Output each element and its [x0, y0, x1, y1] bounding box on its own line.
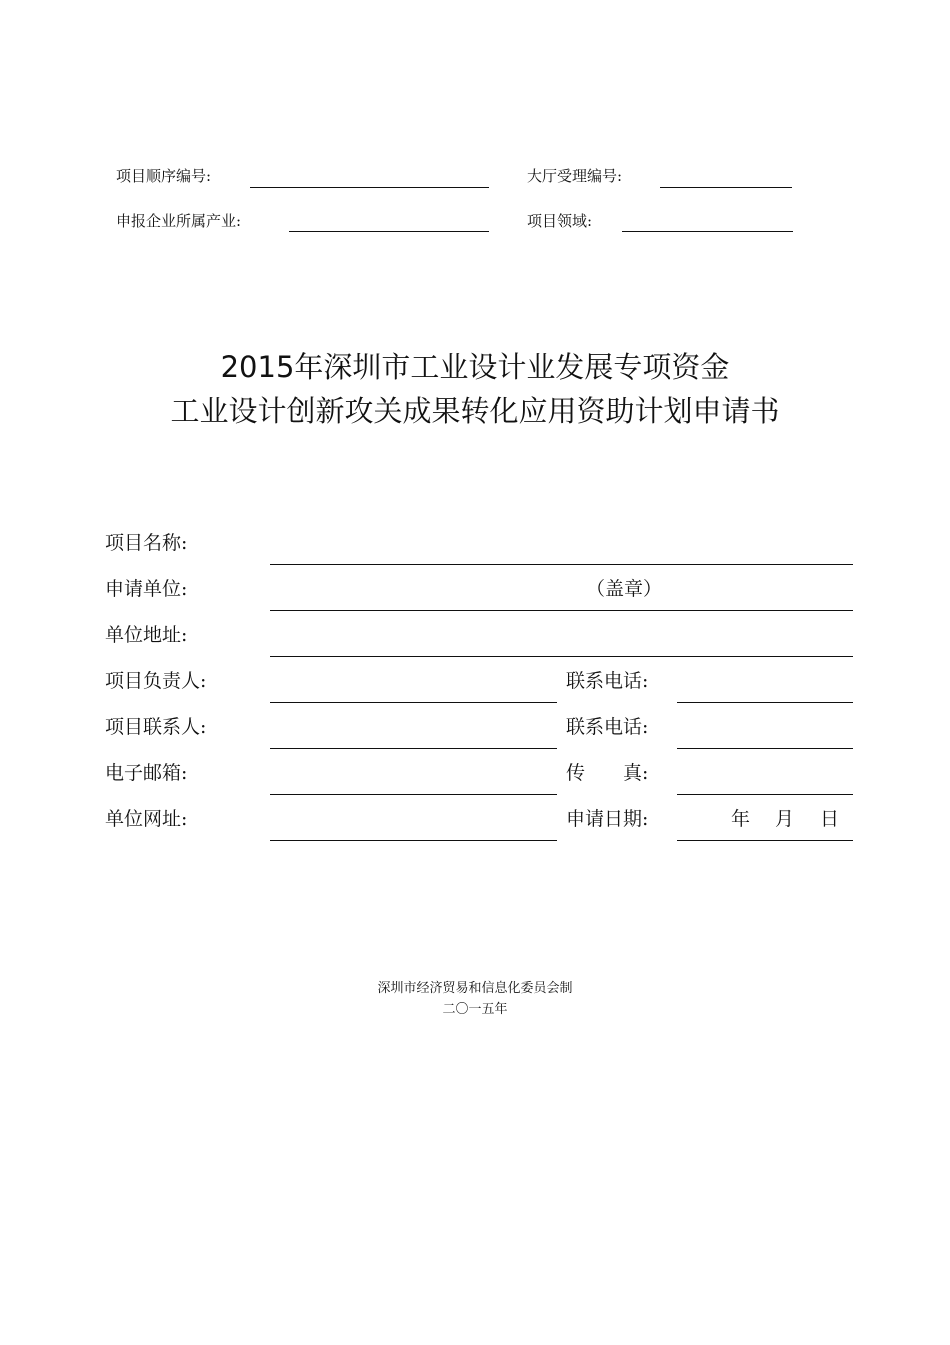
leader-field[interactable] — [270, 702, 557, 703]
email-field[interactable] — [270, 794, 557, 795]
applicant-label: 申请单位: — [105, 578, 188, 600]
industry-field[interactable] — [289, 231, 489, 232]
project-name-field[interactable] — [270, 564, 853, 565]
address-field[interactable] — [270, 656, 853, 657]
hall-no-field[interactable] — [660, 187, 792, 188]
phone2-field[interactable] — [677, 748, 853, 749]
issue-year: 二〇一五年 — [442, 1002, 508, 1017]
phone2-label: 联系电话: — [566, 716, 649, 738]
date-month: 月 — [775, 808, 795, 830]
date-field[interactable] — [677, 840, 853, 841]
field-field[interactable] — [622, 231, 793, 232]
fax-label: 传 真: — [566, 762, 649, 784]
document-title-line1: 2015年深圳市工业设计业发展专项资金 — [220, 350, 730, 384]
contact-field[interactable] — [270, 748, 557, 749]
hall-no-label: 大厅受理编号: — [527, 167, 623, 185]
leader-label: 项目负责人: — [105, 670, 207, 692]
email-label: 电子邮箱: — [105, 762, 188, 784]
issuer-text: 深圳市经济贸易和信息化委员会制 — [377, 981, 573, 996]
fax-field[interactable] — [677, 794, 853, 795]
phone1-label: 联系电话: — [566, 670, 649, 692]
seal-note: （盖章） — [586, 578, 663, 600]
date-label: 申请日期: — [566, 808, 649, 830]
seq-no-label: 项目顺序编号: — [116, 167, 212, 185]
project-name-label: 项目名称: — [105, 532, 188, 554]
document-title-line2: 工业设计创新攻关成果转化应用资助计划申请书 — [170, 394, 780, 428]
date-year: 年 — [731, 808, 751, 830]
date-day: 日 — [820, 808, 840, 830]
website-label: 单位网址: — [105, 808, 188, 830]
phone1-field[interactable] — [677, 702, 853, 703]
contact-label: 项目联系人: — [105, 716, 207, 738]
website-field[interactable] — [270, 840, 557, 841]
industry-label: 申报企业所属产业: — [116, 212, 242, 230]
applicant-field[interactable] — [270, 610, 853, 611]
seq-no-field[interactable] — [250, 187, 489, 188]
address-label: 单位地址: — [105, 624, 188, 646]
field-label: 项目领域: — [527, 212, 593, 230]
